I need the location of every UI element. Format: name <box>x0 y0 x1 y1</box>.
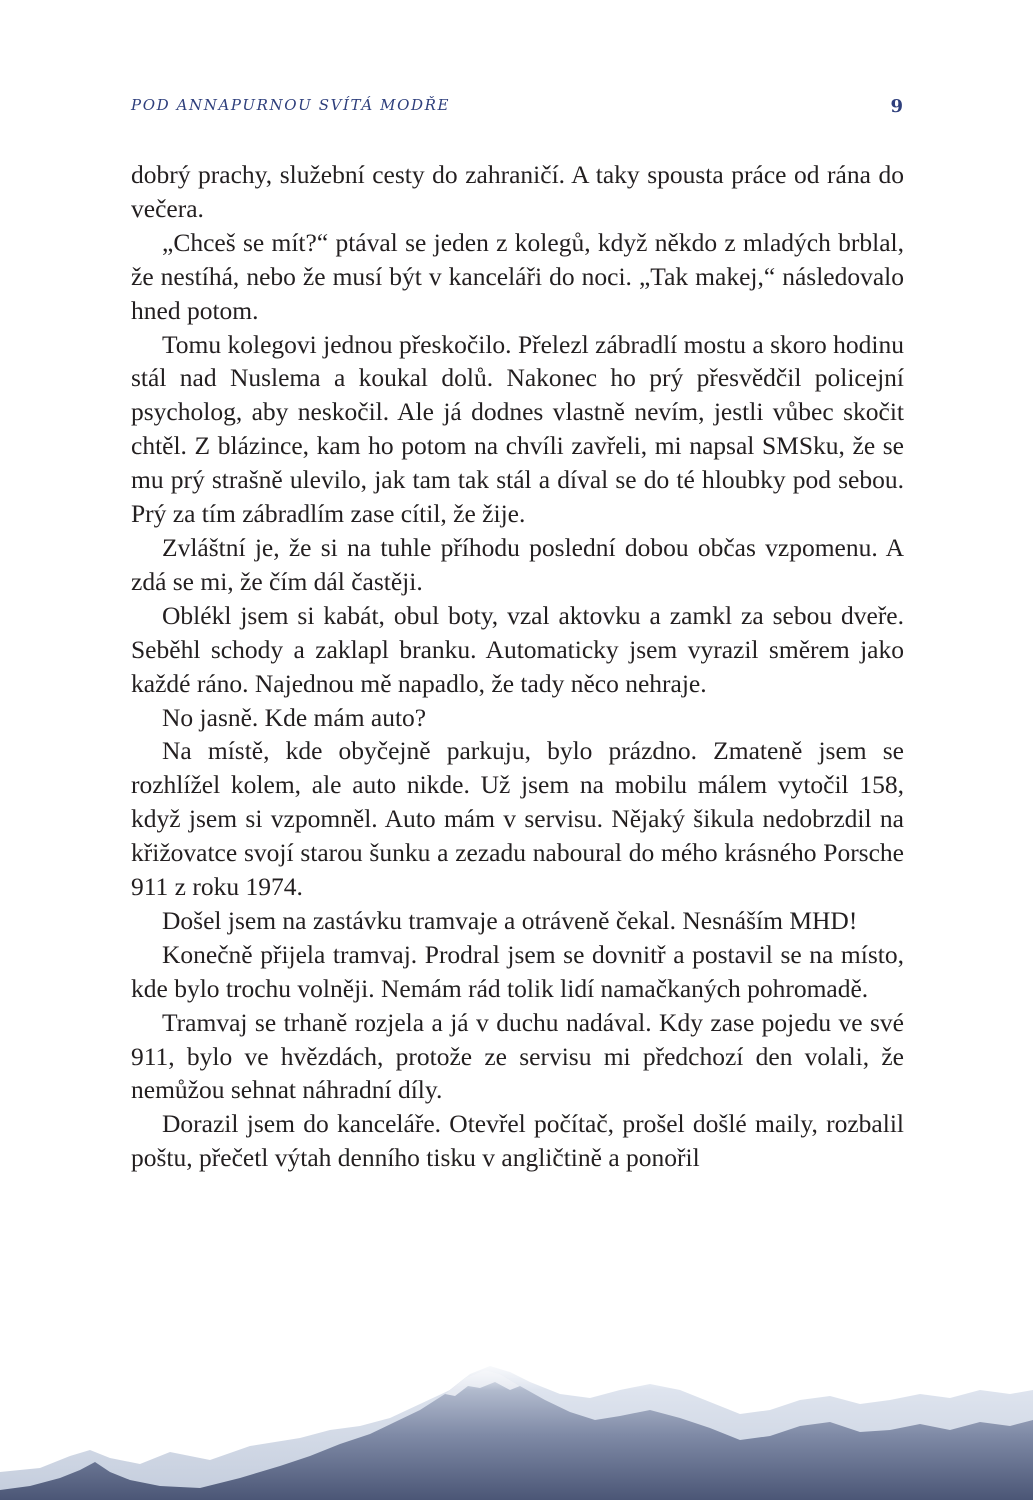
paragraph: Zvláštní je, že si na tuhle příhodu poslední dobou občas vzpomenu. A zdá se mi, že čím dál častěji. <box>131 532 904 596</box>
paragraph: „Chceš se mít?“ ptával se jeden z kolegů, když někdo z mladých brblal, že nestíhá, nebo že musí být v kanceláři do noci. „Tak makej,“ následovalo hned potom. <box>131 227 904 325</box>
mountain-range-image <box>0 1360 1033 1500</box>
page-number: 9 <box>890 96 903 117</box>
paragraph: Dorazil jsem do kanceláře. Otevřel počítač, prošel došlé maily, rozbalil poštu, přečetl výtah denního tisku v angličtině a ponořil <box>131 1109 904 1173</box>
paragraph: No jasně. Kde mám auto? <box>162 702 427 732</box>
paragraph: dobrý prachy, služební cesty do zahraničí. A taky spousta práce od rána do večera. <box>131 160 904 223</box>
paragraph: Tomu kolegovi jednou přeskočilo. Přelezl zábradlí mostu a skoro hodinu stál nad Nuslema a koukal dolů. Nakonec ho prý přesvědčil policejní psycholog, aby neskočil. Ale já dodnes vlastně nevím, jestli vůbec skočit chtěl. Z blázince, kam ho potom na chvíli zavřeli, mi napsal SMSku, že se mu prý strašně ulevilo, jak tam tak stál a díval se do té hloubky pod sebou. Prý za tím zábradlím zase cítil, že žije. <box>131 329 904 529</box>
paragraph: Došel jsem na zastávku tramvaje a otráveně čekal. Nesnáším MHD! <box>162 905 858 935</box>
paragraph: Tramvaj se trhaně rozjela a já v duchu nadával. Kdy zase pojedu ve své 911, bylo ve hvězdách, protože ze servisu mi předchozí den volali, že nemůžou sehnat náhradní díly. <box>131 1007 904 1105</box>
paragraph: Konečně přijela tramvaj. Prodral jsem se dovnitř a postavil se na místo, kde bylo trochu volněji. Nemám rád tolik lidí namačkaných pohromadě. <box>131 939 904 1003</box>
paragraph: Oblékl jsem si kabát, obul boty, vzal aktovku a zamkl za sebou dveře. Seběhl schody a zaklapl branku. Automaticky jsem vyrazil směrem jako každé ráno. Najednou mě napadlo, že tady něco nehraje. <box>131 600 904 698</box>
body-text <box>131 158 904 1175</box>
paragraph: Na místě, kde obyčejně parkuju, bylo prázdno. Zmateně jsem se rozhlížel kolem, ale auto nikde. Už jsem na mobilu málem vytočil 158, když jsem si vzpomněl. Auto mám v servisu. Nějaký šikula nedobrzdil na křižovatce svojí starou šunku a zezadu naboural do mého krásného Porsche 911 z roku 1974. <box>131 736 904 902</box>
running-head: POD ANNAPURNOU SVÍTÁ MODŘE <box>131 96 451 114</box>
